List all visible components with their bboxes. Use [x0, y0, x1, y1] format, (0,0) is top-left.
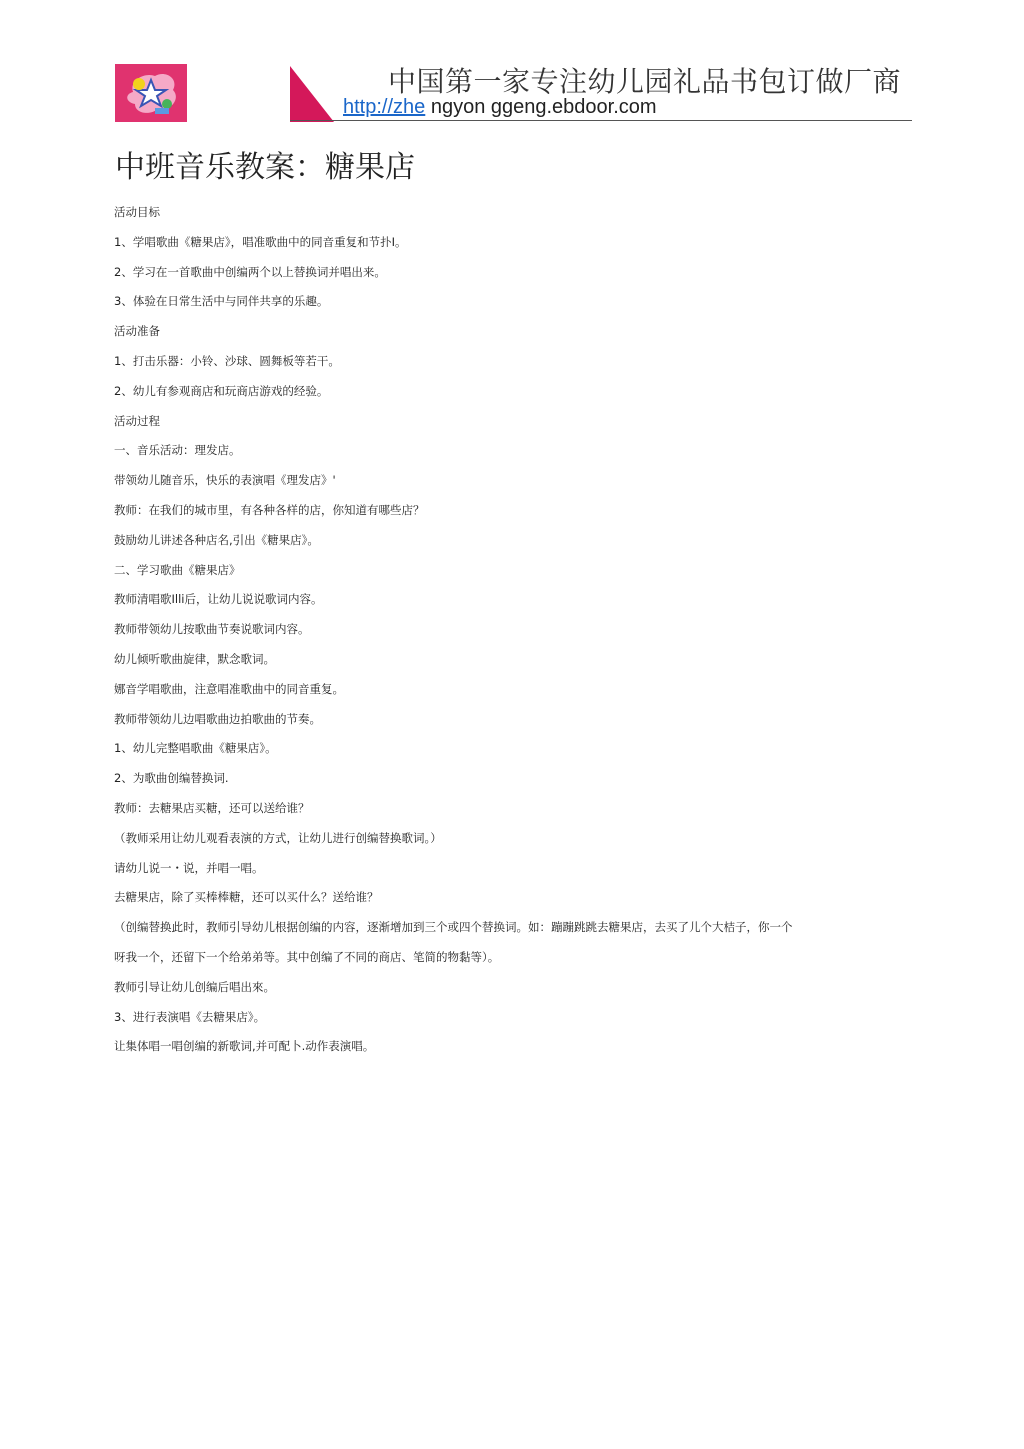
document-title: 中班音乐教案：糖果店 [115, 150, 415, 185]
header-wedge-decoration [290, 66, 334, 122]
body-line: 2、幼儿有参观商店和玩商店游戏的经验。 [114, 383, 329, 398]
company-url [343, 96, 657, 119]
body-line: 教师带领幼儿边唱歌曲边拍歌曲的节奏。 [114, 711, 321, 726]
company-title: 中国第一家专注幼儿园礼品书包订做厂商 [388, 65, 902, 98]
body-line: 3、进行表演唱《去糖果店》。 [114, 1009, 266, 1024]
header-divider [290, 120, 912, 121]
body-line: 一、音乐活动：理发店。 [114, 443, 241, 458]
body-line: （教师采用让幼儿观看表演的方式，让幼儿进行创编替换歌词。） [114, 830, 442, 845]
body-line: 鼓励幼儿讲述各种店名,引出《糖果店》。 [114, 532, 319, 547]
body-line: 活动准备 [114, 324, 160, 339]
body-line: 2、学习在一首歌曲中创编两个以上替换词并唱出来。 [114, 264, 386, 279]
company-url-rest: ngyon ggeng.ebdoor.com [425, 96, 657, 118]
body-line: 教师带领幼儿按歌曲节奏说歌词内容。 [114, 622, 310, 637]
body-line: 去糖果店，除了买棒棒糖，还可以买什么？送给谁？ [114, 890, 379, 905]
body-line: 呀我一个，还留下一个给弟弟等。其中创编了不同的商店、笔简的物黏等）。 [114, 949, 500, 964]
body-line: 教师清唱歌Illi后，让幼儿说说歌词内容。 [114, 592, 323, 607]
body-line: 1、幼儿完整唱歌曲《糖果店》。 [114, 741, 277, 756]
document-body [114, 198, 894, 1062]
body-line: 1、学唱歌曲《糖果店》，唱准歌曲中的同音重复和节扑I。 [114, 234, 407, 249]
body-line: 请幼儿说一・说，并唱一唱。 [114, 860, 264, 875]
body-line: 1、打击乐器：小铃、沙球、圆舞板等若干。 [114, 353, 340, 368]
company-logo [115, 64, 187, 122]
body-line: 带领幼儿随音乐，快乐的表演唱《理发店》' [114, 473, 336, 488]
body-line: 2、为歌曲创编替换词. [114, 771, 229, 786]
body-line: 活动目标 [114, 205, 160, 219]
body-line: 活动过程 [114, 413, 160, 428]
star-logo-icon [115, 64, 187, 122]
company-url-link[interactable]: http://zhe [343, 96, 426, 118]
body-line: 幼儿倾听歌曲旋律，默念歌词。 [114, 651, 275, 666]
body-line: 二、学习歌曲《糖果店》 [114, 562, 241, 577]
body-line: 娜音学唱歌曲，注意唱准歌曲中的同音重复。 [114, 681, 344, 696]
body-line: 3、体验在日常生活中与同伴共享的乐趣。 [114, 294, 329, 309]
body-line: 教师：在我们的城市里，有各种各样的店，你知道有哪些店？ [114, 502, 425, 517]
body-line: 教师引导让幼儿创编后唱出來。 [114, 979, 275, 994]
body-line: （创编替换此时，教师引导幼儿根据创编的内容，逐渐增加到三个或四个替换词。如：蹦蹦跳跳去糖果店，去买了儿个大桔子，你一个 [114, 920, 793, 935]
body-line: 让集体唱一唱创编的新歌词,并可配卜.动作表演唱。 [114, 1039, 375, 1054]
body-line: 教师：去糖果店买糖，还可以送给谁？ [114, 800, 310, 815]
